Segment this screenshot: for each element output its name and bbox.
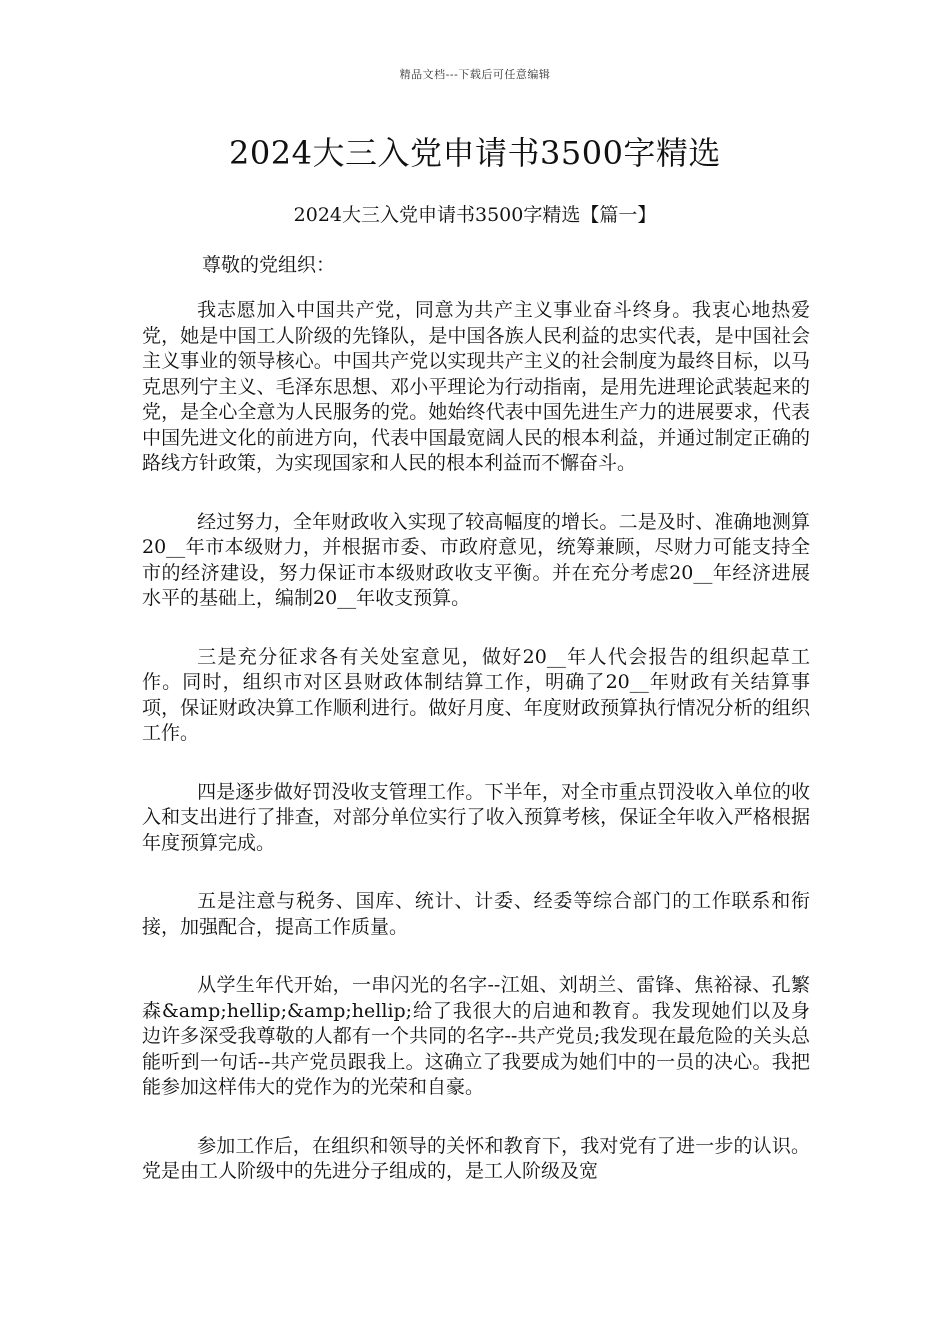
header-note: 精品文档---下载后可任意编辑 xyxy=(399,68,551,81)
paragraph-5: 五是注意与税务、国库、统计、计委、经委等综合部门的工作联系和衔接，加强配合，提高工作质量。 xyxy=(142,890,810,938)
document-title: 2024大三入党申请书3500字精选 xyxy=(229,134,721,172)
body-text xyxy=(142,298,810,1218)
paragraph-6: 从学生年代开始，一串闪光的名字--江姐、刘胡兰、雷锋、焦裕禄、孔繁森&amp;hellip;&amp;hellip;给了我很大的启迪和教育。我发现她们以及身边许多深受我尊敬的人都有一个共同的名字--共产党员;我发现在最危险的关头总能听到一句话--共产党员跟我上。这确立了我要成为她们中的一员的决心。我把能参加这样伟大的党作为的光荣和自豪。 xyxy=(142,974,810,1098)
paragraph-3: 三是充分征求各有关处室意见，做好20__年人代会报告的组织起草工作。同时，组织市对区县财政体制结算工作，明确了20__年财政有关结算事项，保证财政决算工作顺利进行。做好月度、年度财政预算执行情况分析的组织工作。 xyxy=(142,645,810,744)
paragraph-1: 我志愿加入中国共产党，同意为共产主义事业奋斗终身。我衷心地热爱党，她是中国工人阶级的先锋队，是中国各族人民利益的忠实代表，是中国社会主义事业的领导核心。中国共产党以实现共产主义的社会制度为最终目标，以马克思列宁主义、毛泽东思想、邓小平理论为行动指南，是用先进理论武装起来的党，是全心全意为人民服务的党。她始终代表中国先进生产力的进展要求，代表中国先进文化的前进方向，代表中国最宽阔人民的根本利益，并通过制定正确的路线方针政策，为实现国家和人民的根本利益而不懈奋斗。 xyxy=(142,299,810,474)
section-title: 2024大三入党申请书3500字精选【篇一】 xyxy=(293,204,657,226)
paragraph-4: 四是逐步做好罚没收支管理工作。下半年，对全市重点罚没收入单位的收入和支出进行了排查，对部分单位实行了收入预算考核，保证全年收入严格根据年度预算完成。 xyxy=(142,780,810,854)
salutation: 尊敬的党组织： xyxy=(202,254,336,276)
paragraph-7: 参加工作后，在组织和领导的关怀和教育下，我对党有了进一步的认识。党是由工人阶级中的先进分子组成的，是工人阶级及宽 xyxy=(142,1134,810,1182)
paragraph-2: 经过努力，全年财政收入实现了较高幅度的增长。二是及时、准确地测算20__年市本级财力，并根据市委、市政府意见，统筹兼顾，尽财力可能支持全市的经济建设，努力保证市本级财政收支平衡。并在充分考虑20__年经济进展水平的基础上，编制20__年收支预算。 xyxy=(142,510,810,609)
